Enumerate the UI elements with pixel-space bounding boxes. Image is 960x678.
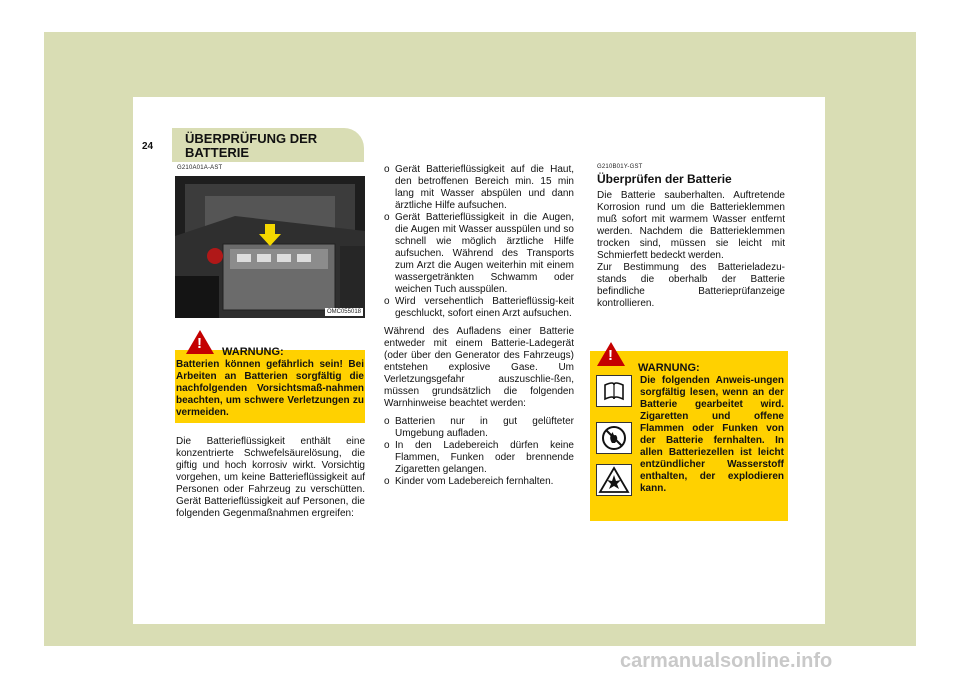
list-item: o Gerät Batterieflüssigkeit in die Augen, die Augen mit Wasser ausspülen und so schnell wie möglich ärztliche Hilfe aufsuchen. Während des Transports zum Arzt die Augen weiterhin mit einem wassergetränkten Schwamm oder weichen Tuch ausspülen.	[384, 212, 574, 296]
list-item: o In den Ladebereich dürfen keine Flammen, Funken oder brennende Zigaretten gelangen.	[384, 440, 574, 476]
warning-triangle-icon: !	[597, 342, 625, 366]
charging-precautions-list	[384, 416, 574, 488]
battery-illustration	[175, 176, 365, 318]
charging-paragraph: Während des Aufladens einer Batterie entweder mit einem Batterie-Ladegerät (oder über den Generator des Fahrzeugs) entstehen explosive Gase. Um Verletzungsgefahr auszuschlie-ßen, müssen grundsätzlich die folgenden Warnhinweise beachtet werden:	[384, 326, 574, 409]
warning-title: WARNUNG:	[638, 362, 700, 374]
section-title: ÜBERPRÜFUNG DER BATTERIE	[185, 131, 318, 160]
warning-text: Die folgenden Anweis-ungen sorgfältig lesen, wenn an der Batterie gearbeitet wird. Zigaretten und offene Flammen oder Funken von der Batterie fernhalten. In allen Batteriezellen ist leicht entzündlicher Wasserstoff enthalten, der explodieren kann.	[640, 375, 784, 494]
list-item: o Batterien nur in gut gelüfteter Umgebung aufladen.	[384, 416, 574, 440]
battery-photo	[175, 176, 365, 318]
indicator-paragraph: Zur Bestimmung des Batterieladezu-stands die oberhalb der Batterie befindliche Batterieprüfanzeige kontrollieren.	[597, 262, 785, 309]
intro-paragraph: Die Batterieflüssigkeit enthält eine konzentrierte Schwefelsäurelösung, die giftig und hoch korrosiv wirkt. Vorsichtig vorgehen, um keine Batterieflüssigkeit auf Personen oder Fahrzeug zu verschütten. Gerät Batterieflüssigkeit auf Personen, die folgenden Gegenmaßnahmen ergreifen:	[176, 436, 365, 519]
cleaning-paragraph: Die Batterie sauberhalten. Auftretende Korrosion rund um die Batterieklemmen muß sofort mit warmem Wasser entfernt werden. Nachdem die Batterieklemmen trocken sind, müssen sie leicht mit Schmierfett bedeckt werden.	[597, 190, 785, 261]
chapter-label: SELBSTHILFE	[168, 113, 230, 124]
explosion-hazard-icon	[596, 464, 632, 496]
acid-first-aid-list	[384, 164, 574, 320]
photo-code: OMC055018	[326, 309, 361, 315]
warning-text: Batterien können gefährlich sein! Bei Arbeiten an Batterien sorgfältig die nachfolgenden Vorsichtsmaß-nahmen beachten, um schwere Verletzungen zu vermeiden.	[176, 359, 364, 418]
list-item: o Wird versehentlich Batterieflüssig-keit geschluckt, sofort einen Arzt aufsuchen.	[384, 296, 574, 320]
right-section-code: G210B01Y-GST	[597, 164, 643, 170]
chapter-header	[152, 108, 230, 129]
right-text	[597, 190, 785, 310]
section-code: G210A01A-AST	[177, 165, 223, 171]
warning-triangle-icon: !	[186, 330, 214, 354]
watermark: carmanualsonline.info	[620, 650, 833, 672]
list-item: o Gerät Batterieflüssigkeit auf die Haut, den betroffenen Bereich min. 15 min lang mit Wasser abspülen und dann ärztliche Hilfe aufsuchen.	[384, 164, 574, 212]
right-heading: Überprüfen der Batterie	[597, 172, 732, 186]
list-item: o Kinder vom Ladebereich fernhalten.	[384, 476, 574, 488]
read-manual-icon	[596, 375, 632, 407]
warning-title: WARNUNG:	[222, 346, 284, 358]
middle-column	[384, 164, 574, 488]
no-fire-icon	[596, 422, 632, 454]
chapter-number: 6	[152, 108, 163, 128]
page-number: 24	[142, 141, 154, 152]
